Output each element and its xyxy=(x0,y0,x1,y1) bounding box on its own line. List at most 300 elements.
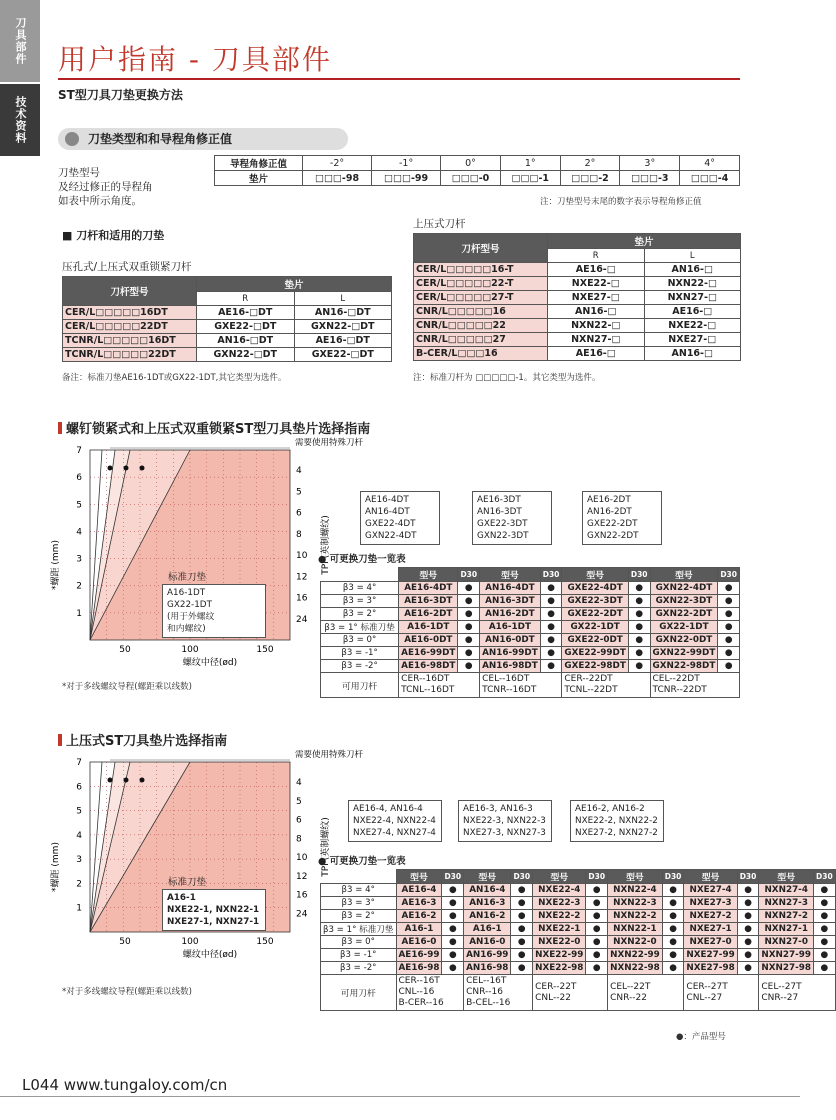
table-row xyxy=(414,333,741,347)
y-tick-label: 7 xyxy=(76,758,82,768)
footer-divider xyxy=(0,1096,800,1097)
y-tick-label: 6 xyxy=(76,782,82,793)
d30-dot: ● xyxy=(540,647,562,660)
col-header-d30: D30 xyxy=(586,870,608,884)
model-cell: GXN22-4DT xyxy=(650,582,718,595)
d30-dot: ● xyxy=(737,910,759,923)
d30-dot: ● xyxy=(442,923,464,936)
holder-model: CER--27T xyxy=(686,981,728,992)
col-header-model: 型号 xyxy=(759,870,814,884)
d30-dot: ● xyxy=(511,910,533,923)
table-row xyxy=(321,634,740,647)
x-axis-label: 螺纹中径(ød) xyxy=(182,950,238,960)
table-cell: TCNR/L□□□□□22DT xyxy=(63,348,197,362)
callout-dot xyxy=(108,778,113,783)
table-cell: AN16-□DT xyxy=(197,334,295,348)
d30-dot: ● xyxy=(718,621,740,634)
y-tick-label: 1 xyxy=(76,903,82,914)
col-header: 垫片 xyxy=(197,277,392,292)
page-title: 用户指南 - 刀具部件 xyxy=(58,43,332,76)
s1-footnote: *对于多线螺纹导程(螺距乘以线数) xyxy=(62,682,192,692)
model-cell: GXN22-99DT xyxy=(650,647,718,660)
d30-dot: ● xyxy=(628,608,650,621)
d30-dot: ● xyxy=(737,962,759,975)
model-cell: NXE22-4 xyxy=(533,884,586,897)
table-cell: AE16-□ xyxy=(644,305,741,319)
tpi-tick-label: 10 xyxy=(296,853,308,863)
tpi-tick-label: 12 xyxy=(296,572,308,583)
d30-dot: ● xyxy=(814,910,836,923)
model-cell: NXN22-4 xyxy=(608,884,663,897)
model-cell: AE16-2DT xyxy=(399,608,458,621)
holder-row xyxy=(321,673,740,698)
side-tab-tech-data[interactable]: 技术资料 xyxy=(0,84,40,156)
table-row xyxy=(63,348,392,362)
angle-label: β3 = -2° xyxy=(321,660,399,673)
d30-dot: ● xyxy=(458,595,480,608)
table-cell: AN16-□DT xyxy=(294,306,392,320)
d30-dot: ● xyxy=(458,634,480,647)
holder-model: CEL--27T xyxy=(761,981,802,992)
model-cell: AN16-98DT xyxy=(480,660,541,673)
left-table-caption: 压孔式/上压式双重锁紧刀杆 xyxy=(62,261,192,273)
right-table-note: 注：标准刀杆为 □□□□□-1。其它类型为选件。 xyxy=(413,373,601,383)
table-cell: NXE27-□ xyxy=(548,291,645,305)
model-cell: GXN22-2DT xyxy=(650,608,718,621)
angle-cell: 4° xyxy=(680,156,740,171)
table-row xyxy=(414,291,741,305)
model-cell: AE16-0DT xyxy=(399,634,458,647)
d30-dot: ● xyxy=(540,634,562,647)
table-cell: AE16-□ xyxy=(548,263,645,277)
model-cell: NXE22-1 xyxy=(533,923,586,936)
d30-dot: ● xyxy=(628,595,650,608)
model-cell: GXE22-2DT xyxy=(562,608,628,621)
d30-dot: ● xyxy=(458,647,480,660)
col-header: 刀杆型号 xyxy=(414,234,548,263)
y-tick-label: 2 xyxy=(76,879,82,890)
tpi-tick-label: 16 xyxy=(296,890,308,901)
d30-dot: ● xyxy=(814,949,836,962)
model-cell: NXN27-1 xyxy=(759,923,814,936)
d30-dot: ● xyxy=(442,936,464,949)
table-cell: GXE22-□DT xyxy=(294,348,392,362)
table-cell: CER/L□□□□□16-T xyxy=(414,263,548,277)
d30-dot: ● xyxy=(586,949,608,962)
y-axis-label: *螺距 (mm) xyxy=(51,540,61,590)
pad-cell: □□□-3 xyxy=(620,171,680,186)
angle-label: β3 = -2° xyxy=(321,962,397,975)
s2-box-2: AE16-2, AN16-2 NXE22-2, NXN22-2 NXE27-2, NXN27-2 xyxy=(570,800,664,842)
col-header-model: 型号 xyxy=(464,870,511,884)
section1-title: 螺钉锁紧式和上压式双重锁紧ST型刀具垫片选择指南 xyxy=(58,418,370,437)
x-tick-label: 50 xyxy=(119,645,131,655)
tpi-tick-label: 4 xyxy=(296,778,302,788)
angle-label: β3 = 3° xyxy=(321,595,399,608)
d30-dot: ● xyxy=(662,962,684,975)
table-cell: NXE27-□ xyxy=(644,333,741,347)
y-tick-label: 3 xyxy=(76,855,82,866)
model-cell: NXE22-2 xyxy=(533,910,586,923)
d30-dot: ● xyxy=(442,897,464,910)
table-row xyxy=(414,305,741,319)
tpi-tick-label: 12 xyxy=(296,871,308,882)
model-cell: NXN27-99 xyxy=(759,949,814,962)
table-row xyxy=(321,962,836,975)
model-cell: GX22-1DT xyxy=(562,621,628,634)
col-header-l: L xyxy=(294,292,392,306)
angle-label: β3 = -1° xyxy=(321,949,397,962)
holder-model: TCNR--22DT xyxy=(652,685,707,695)
model-cell: NXE27-0 xyxy=(684,936,737,949)
s2-box-4: AE16-4, AN16-4 NXE22-4, NXN22-4 NXE27-4, NXN27-4 xyxy=(348,800,442,842)
model-cell: NXN27-3 xyxy=(759,897,814,910)
table-row xyxy=(414,263,741,277)
s1-box-2: AE16-2DT AN16-2DT GXE22-2DT GXN22-2DT xyxy=(582,491,662,545)
footer: L044 www.tungaloy.com/cn xyxy=(22,1076,228,1094)
table-cell: NXE22-□ xyxy=(548,277,645,291)
s1-std-label: 标准刀垫 xyxy=(168,572,207,583)
model-cell: NXN22-0 xyxy=(608,936,663,949)
table-cell: CER/L□□□□□22DT xyxy=(63,320,197,334)
holder-model: CNL--27 xyxy=(686,992,723,1003)
table-row xyxy=(321,608,740,621)
y-tick-label: 5 xyxy=(76,806,82,817)
holder-model: CER--22T xyxy=(535,981,577,992)
model-cell: NXE22-0 xyxy=(533,936,586,949)
y-axis-label: *螺距 (mm) xyxy=(51,842,61,892)
y-tick-label: 2 xyxy=(76,581,82,592)
d30-dot: ● xyxy=(458,608,480,621)
model-cell: AE16-99DT xyxy=(399,647,458,660)
d30-dot: ● xyxy=(662,936,684,949)
model-cell: NXE22-3 xyxy=(533,897,586,910)
col-header-r: R xyxy=(548,249,645,263)
table-row xyxy=(321,923,836,936)
col-header-d30: D30 xyxy=(511,870,533,884)
model-cell: NXE22-99 xyxy=(533,949,586,962)
special-holder-label: 需要使用特殊刀杆 xyxy=(295,750,364,760)
col-header-model: 型号 xyxy=(562,568,628,582)
table-row xyxy=(321,897,836,910)
angle-label: β3 = 2° xyxy=(321,910,397,923)
d30-dot: ● xyxy=(586,962,608,975)
d30-dot: ● xyxy=(718,660,740,673)
y-tick-label: 1 xyxy=(76,608,82,619)
d30-dot: ● xyxy=(718,608,740,621)
holder-model: TCNL--22DT xyxy=(564,685,618,695)
pad-cell: □□□-98 xyxy=(303,171,372,186)
model-cell: AN16-0DT xyxy=(480,634,541,647)
col-header: 刀杆型号 xyxy=(63,277,197,306)
model-cell: AN16-98 xyxy=(464,962,511,975)
intro-text: 刀垫型号 及经过修正的导程角 如表中所示角度。 xyxy=(58,167,153,207)
s1-list-title: ● 可更换刀垫一览表 xyxy=(318,554,406,565)
model-cell: NXE27-99 xyxy=(684,949,737,962)
pad-cell: □□□-0 xyxy=(441,171,501,186)
model-cell: AE16-4DT xyxy=(399,582,458,595)
d30-dot: ● xyxy=(718,582,740,595)
d30-dot: ● xyxy=(458,582,480,595)
table-cell: GXN22-□DT xyxy=(294,320,392,334)
holder-model: CNR--16 xyxy=(466,987,503,997)
model-cell: A16-1DT xyxy=(399,621,458,634)
angle-label: β3 = -1° xyxy=(321,647,399,660)
x-tick-label: 50 xyxy=(119,937,131,947)
table-cell: B-CER/L□□□16 xyxy=(414,347,548,361)
table-cell: AN16-□ xyxy=(644,263,741,277)
model-cell: AE16-3DT xyxy=(399,595,458,608)
model-cell: NXN22-99 xyxy=(608,949,663,962)
s2-std-label: 标准刀垫 xyxy=(168,877,207,888)
d30-dot: ● xyxy=(737,949,759,962)
s1-box-3: AE16-3DT AN16-3DT GXE22-3DT GXN22-3DT xyxy=(472,491,552,545)
angle-label: β3 = 4° xyxy=(321,582,399,595)
table-row xyxy=(321,621,740,634)
table-row xyxy=(414,319,741,333)
holder-model: CER--16T xyxy=(398,976,440,986)
holder-model: CNR--22 xyxy=(610,992,647,1003)
model-cell: AN16-4 xyxy=(464,884,511,897)
d30-dot: ● xyxy=(662,910,684,923)
model-cell: A16-1DT xyxy=(480,621,541,634)
holder-cell xyxy=(396,975,464,1011)
model-cell: GX22-1DT xyxy=(650,621,718,634)
d30-dot: ● xyxy=(718,595,740,608)
model-cell: NXN22-2 xyxy=(608,910,663,923)
d30-dot: ● xyxy=(586,897,608,910)
table-cell: CER/L□□□□□22-T xyxy=(414,277,548,291)
d30-dot: ● xyxy=(814,962,836,975)
holder-model: CER--16DT xyxy=(401,674,450,684)
model-cell: NXN22-98 xyxy=(608,962,663,975)
model-cell: GXE22-3DT xyxy=(562,595,628,608)
tpi-tick-label: 6 xyxy=(296,508,302,519)
col-header-d30: D30 xyxy=(814,870,836,884)
model-cell: AE16-0 xyxy=(396,936,442,949)
holder-model: B-CEL--16 xyxy=(466,998,511,1008)
y-tick-label: 5 xyxy=(76,500,82,511)
col-header-d30: D30 xyxy=(540,568,562,582)
col-header-model: 型号 xyxy=(533,870,586,884)
d30-dot: ● xyxy=(511,897,533,910)
d30-dot: ● xyxy=(662,949,684,962)
d30-dot: ● xyxy=(511,936,533,949)
y-tick-label: 7 xyxy=(76,446,82,456)
side-tab-tool-parts[interactable]: 刀具部件 xyxy=(0,0,40,82)
d30-dot: ● xyxy=(442,949,464,962)
tpi-tick-label: 8 xyxy=(296,529,302,540)
model-cell: NXN22-1 xyxy=(608,923,663,936)
table-cell: AN16-□ xyxy=(548,305,645,319)
tpi-tick-label: 5 xyxy=(296,796,302,807)
model-cell: NXN27-2 xyxy=(759,910,814,923)
model-cell: AN16-99DT xyxy=(480,647,541,660)
s2-box-3: AE16-3, AN16-3 NXE22-3, NXN22-3 NXE27-3, NXN27-3 xyxy=(458,800,552,842)
d30-dot: ● xyxy=(628,582,650,595)
model-cell: AE16-3 xyxy=(396,897,442,910)
table-row xyxy=(321,582,740,595)
tpi-tick-label: 4 xyxy=(296,466,302,476)
pad-cell: □□□-2 xyxy=(560,171,620,186)
table-row xyxy=(321,647,740,660)
left-table-note: 备注：标准刀垫AE16-1DT或GX22-1DT,其它类型为选件。 xyxy=(62,373,287,383)
model-cell: GXN22-3DT xyxy=(650,595,718,608)
d30-dot: ● xyxy=(628,634,650,647)
model-cell: A16-1 xyxy=(464,923,511,936)
model-cell: AN16-2DT xyxy=(480,608,541,621)
col-header-model: 型号 xyxy=(480,568,541,582)
x-tick-label: 150 xyxy=(256,645,274,655)
s2-footnote: *对于多线螺纹导程(螺距乘以线数) xyxy=(62,987,192,997)
s2-insert-table xyxy=(320,869,836,1011)
model-cell: AE16-99 xyxy=(396,949,442,962)
table-cell: NXN27-□ xyxy=(548,333,645,347)
holder-cell xyxy=(562,673,650,698)
y-tick-label: 6 xyxy=(76,473,82,484)
model-cell: NXE27-2 xyxy=(684,910,737,923)
col-header-d30: D30 xyxy=(662,870,684,884)
col-header-d30: D30 xyxy=(458,568,480,582)
table-row xyxy=(321,595,740,608)
model-cell: NXE27-1 xyxy=(684,923,737,936)
model-cell: NXE27-4 xyxy=(684,884,737,897)
model-cell: AN16-3 xyxy=(464,897,511,910)
table-cell: CNR/L□□□□□16 xyxy=(414,305,548,319)
model-cell: AN16-99 xyxy=(464,949,511,962)
col-header: 垫片 xyxy=(548,234,741,249)
tpi-tick-label: 6 xyxy=(296,815,302,826)
d30-dot: ● xyxy=(442,910,464,923)
holder-model: TCNL--16DT xyxy=(401,685,455,695)
table-cell: GXE22-□DT xyxy=(197,320,295,334)
d30-dot: ● xyxy=(586,910,608,923)
holder-model: CEL--22DT xyxy=(652,674,700,684)
table-cell: NXE22-□ xyxy=(644,319,741,333)
holder-cell xyxy=(399,673,480,698)
d30-dot: ● xyxy=(540,595,562,608)
pad-cell: □□□-99 xyxy=(372,171,441,186)
d30-dot: ● xyxy=(511,923,533,936)
d30-dot: ● xyxy=(628,660,650,673)
angle-label: β3 = 1° 标准刀垫 xyxy=(321,923,397,936)
correction-note: 注：刀垫型号末尾的数字表示导程角修正值 xyxy=(540,197,702,207)
table-cell: CER/L□□□□□16DT xyxy=(63,306,197,320)
s1-box-4: AE16-4DT AN16-4DT GXE22-4DT GXN22-4DT xyxy=(360,491,440,545)
model-cell: GXN22-0DT xyxy=(650,634,718,647)
angle-label: β3 = 0° xyxy=(321,634,399,647)
holder-cell xyxy=(533,975,608,1011)
y-tick-label: 3 xyxy=(76,554,82,565)
d30-dot: ● xyxy=(662,923,684,936)
col-header-d30: D30 xyxy=(628,568,650,582)
model-cell: GXE22-4DT xyxy=(562,582,628,595)
holder-model: B-CER--16 xyxy=(398,998,444,1008)
d30-dot: ● xyxy=(540,660,562,673)
model-cell: GXE22-99DT xyxy=(562,647,628,660)
s2-list-title: ● 可更换刀垫一览表 xyxy=(318,856,406,867)
d30-dot: ● xyxy=(737,936,759,949)
model-cell: NXE27-3 xyxy=(684,897,737,910)
holder-model: CEL--16T xyxy=(466,976,507,986)
table-cell: CNR/L□□□□□22 xyxy=(414,319,548,333)
holder-model: CER--22DT xyxy=(564,674,613,684)
angle-label: β3 = 3° xyxy=(321,897,397,910)
x-tick-label: 100 xyxy=(181,645,199,655)
table-row xyxy=(414,347,741,361)
d30-dot: ● xyxy=(458,621,480,634)
col-header-model: 型号 xyxy=(396,870,442,884)
d30-dot: ● xyxy=(511,962,533,975)
s1-insert-table xyxy=(320,567,740,698)
d30-dot: ● xyxy=(718,647,740,660)
d30-dot: ● xyxy=(628,647,650,660)
tpi-tick-label: 5 xyxy=(296,487,302,498)
pad-cell: □□□-1 xyxy=(500,171,560,186)
holder-cell xyxy=(650,673,739,698)
angle-label: β3 = 1° 标准刀垫 xyxy=(321,621,399,634)
d30-dot: ● xyxy=(586,884,608,897)
model-cell: AN16-0 xyxy=(464,936,511,949)
d30-dot: ● xyxy=(662,897,684,910)
col-header-model: 型号 xyxy=(608,870,663,884)
legend-note: ●：产品型号 xyxy=(676,1032,726,1042)
table-row xyxy=(63,334,392,348)
callout-dot xyxy=(140,778,145,783)
model-cell: NXE27-98 xyxy=(684,962,737,975)
right-holder-table xyxy=(413,233,741,361)
callout-dot xyxy=(140,466,145,471)
d30-dot: ● xyxy=(737,897,759,910)
angle-cell: -2° xyxy=(303,156,372,171)
col-header-r: R xyxy=(197,292,295,306)
holder-model: TCNR--16DT xyxy=(482,685,537,695)
model-cell: AN16-3DT xyxy=(480,595,541,608)
s2-std-box: A16-1 NXE22-1, NXN22-1 NXE27-1, NXN27-1 xyxy=(162,889,266,931)
holder-model: CNL--16 xyxy=(398,987,435,997)
section2-title: 上压式ST刀具垫片选择指南 xyxy=(58,730,227,749)
d30-dot: ● xyxy=(662,884,684,897)
table-row xyxy=(321,660,740,673)
tpi-tick-label: 16 xyxy=(296,593,308,604)
d30-dot: ● xyxy=(718,634,740,647)
model-cell: NXN27-0 xyxy=(759,936,814,949)
callout-dot xyxy=(124,778,129,783)
model-cell: AE16-2 xyxy=(396,910,442,923)
col-header-d30: D30 xyxy=(718,568,740,582)
s1-std-box: A16-1DT GX22-1DT (用于外螺纹 和内螺纹) xyxy=(162,584,266,638)
table-cell: NXN27-□ xyxy=(644,291,741,305)
d30-dot: ● xyxy=(511,949,533,962)
table-cell: CER/L□□□□□27-T xyxy=(414,291,548,305)
holder-model: CEL--22T xyxy=(610,981,651,992)
section-pill: 刀垫类型和和导程角修正值 xyxy=(58,128,348,150)
table-row xyxy=(63,306,392,320)
model-cell: AN16-4DT xyxy=(480,582,541,595)
table-row xyxy=(321,884,836,897)
angle-cell: -1° xyxy=(372,156,441,171)
angle-cell: 3° xyxy=(620,156,680,171)
d30-dot: ● xyxy=(442,884,464,897)
correction-table: 导程角修正值 -2° -1° 0° 1° 2° 3° 4° 垫片 □□□-98 □□□-99 □□□-0 □□□-1 □□□-2 □□□-3 □□□-4 xyxy=(214,155,740,186)
d30-dot: ● xyxy=(737,884,759,897)
d30-dot: ● xyxy=(628,621,650,634)
table-cell: GXN22-□DT xyxy=(197,348,295,362)
model-cell: GXE22-98DT xyxy=(562,660,628,673)
special-holder-label: 需要使用特殊刀杆 xyxy=(295,438,364,448)
left-holder-table xyxy=(62,276,392,362)
holder-cell xyxy=(684,975,759,1011)
